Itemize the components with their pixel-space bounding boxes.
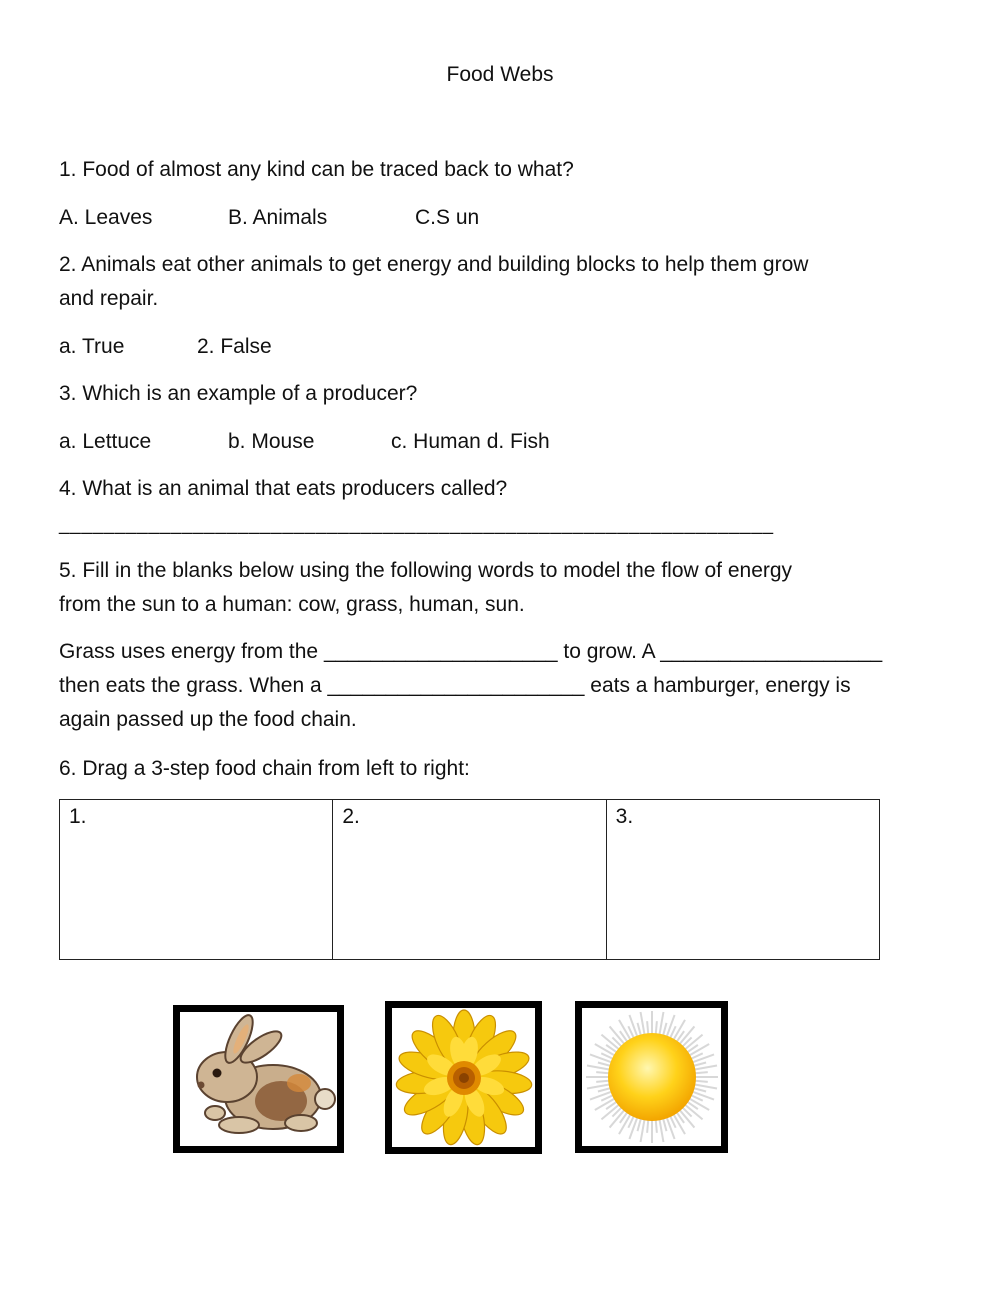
- sun-ray: [655, 1021, 656, 1035]
- food-chain-drop-table: [59, 799, 880, 960]
- sun-ray: [693, 1072, 707, 1073]
- q3-option-b[interactable]: b. Mouse: [228, 430, 315, 453]
- sun-icon: [583, 1008, 721, 1146]
- drop-slot-2[interactable]: 2.: [333, 800, 606, 960]
- q5-fill-text-line-2[interactable]: then eats the grass. When a ______________________ eats a hamburger, energy is: [59, 674, 851, 697]
- sun-card[interactable]: [575, 1001, 728, 1153]
- rabbit-card[interactable]: [173, 1005, 344, 1153]
- sun-ray: [597, 1088, 611, 1092]
- sun-ray: [659, 1118, 663, 1142]
- sun-ray: [691, 1054, 714, 1062]
- drop-slot-3[interactable]: 3.: [606, 800, 879, 960]
- sun-ray: [662, 1118, 666, 1132]
- sun-ray: [692, 1063, 706, 1067]
- sun-ray: [596, 1081, 610, 1082]
- worksheet-title: Food Webs: [446, 63, 554, 86]
- sun-ray: [691, 1091, 714, 1099]
- sun-ray: [666, 1015, 674, 1038]
- question-5-line-2: from the sun to a human: cow, grass, human, sun.: [59, 593, 525, 616]
- q4-answer-blank[interactable]: ________________________________________________________________: [59, 514, 774, 535]
- q1-option-a[interactable]: A. Leaves: [59, 206, 153, 229]
- q1-option-b[interactable]: B. Animals: [228, 206, 328, 229]
- sun-ray: [666, 1116, 674, 1139]
- sun-ray: [640, 1012, 644, 1036]
- q3-option-c[interactable]: c. Human d. Fish: [391, 430, 550, 453]
- q5-fill-text-line-1[interactable]: Grass uses energy from the ____________________ to grow. A ___________________: [59, 640, 883, 663]
- q2-option-true[interactable]: a. True: [59, 335, 125, 358]
- flower-card[interactable]: [385, 1001, 542, 1154]
- question-2-line-1: 2. Animals eat other animals to get energy and building blocks to help them grow: [59, 253, 809, 276]
- sun-ray: [587, 1066, 611, 1070]
- sun-ray: [596, 1072, 610, 1073]
- rabbit-icon: [181, 1013, 337, 1145]
- sun-ray: [640, 1118, 644, 1142]
- flower-icon: [394, 1009, 534, 1147]
- sun-ray: [647, 1119, 648, 1133]
- sun-ray: [629, 1116, 637, 1139]
- question-6: 6. Drag a 3-step food chain from left to right:: [59, 757, 470, 780]
- question-4: 4. What is an animal that eats producers called?: [59, 477, 508, 500]
- question-1: 1. Food of almost any kind can be traced back to what?: [59, 158, 574, 181]
- sun-ray: [693, 1066, 717, 1070]
- question-2-line-2: and repair.: [59, 287, 159, 310]
- question-3: 3. Which is an example of a producer?: [59, 382, 418, 405]
- sun-ray: [589, 1091, 612, 1099]
- sun-ray: [587, 1084, 611, 1088]
- sun-ray: [693, 1081, 707, 1082]
- q1-option-c[interactable]: C.S un: [415, 206, 480, 229]
- sun-ray: [662, 1023, 666, 1037]
- sun-ray: [647, 1021, 648, 1035]
- sun-ray: [637, 1118, 641, 1132]
- question-5-line-1: 5. Fill in the blanks below using the following words to model the flow of energy: [59, 559, 793, 582]
- drop-slot-1[interactable]: 1.: [60, 800, 333, 960]
- sun-ray: [692, 1088, 706, 1092]
- sun-ray: [637, 1023, 641, 1037]
- sun-ray: [693, 1084, 717, 1088]
- sun-ray: [597, 1063, 611, 1067]
- sun-ray: [655, 1119, 656, 1133]
- q3-option-a[interactable]: a. Lettuce: [59, 430, 152, 453]
- q5-fill-text-line-3: again passed up the food chain.: [59, 708, 357, 731]
- q2-option-false[interactable]: 2. False: [197, 335, 272, 358]
- sun-ray: [629, 1015, 637, 1038]
- sun-ray: [659, 1012, 663, 1036]
- sun-ray: [589, 1054, 612, 1062]
